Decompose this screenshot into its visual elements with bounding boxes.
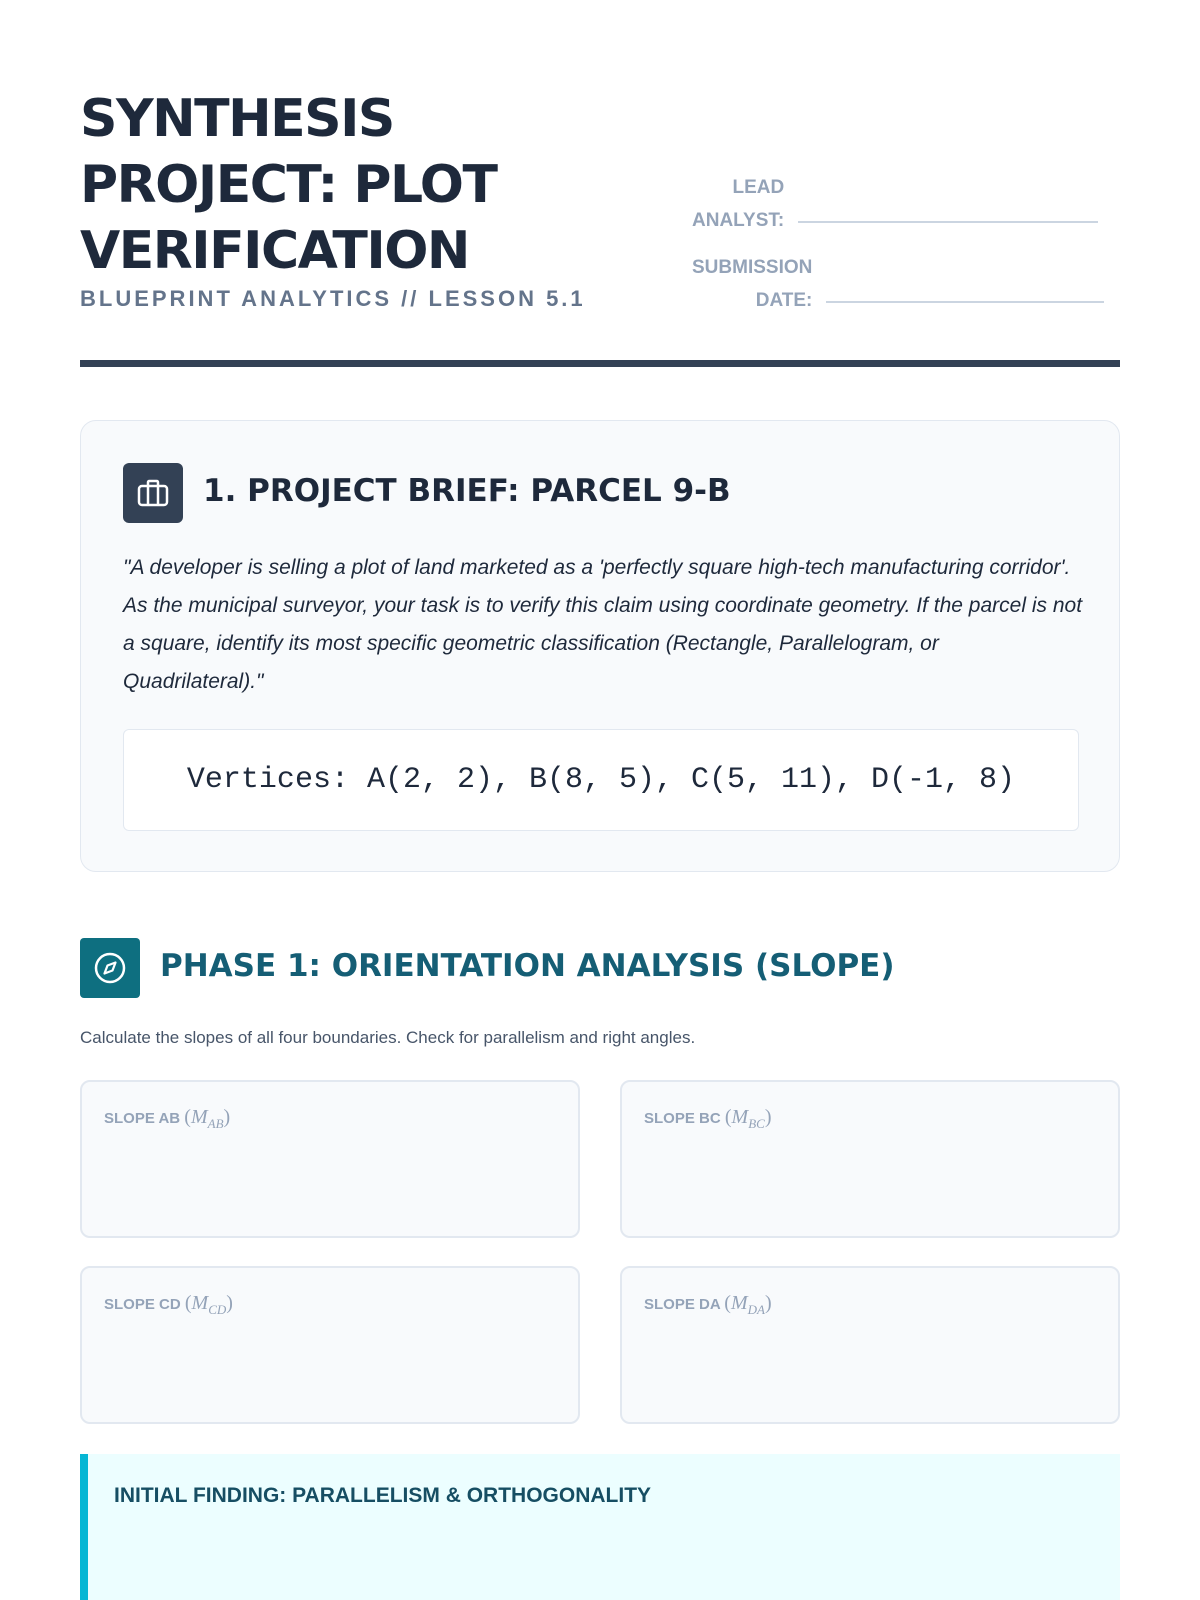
submission-date-label: SUBMISSION DATE: — [692, 257, 813, 311]
page-title — [80, 86, 680, 284]
slope-cd-box[interactable] — [80, 1266, 580, 1424]
slope-ab-box[interactable] — [80, 1080, 580, 1238]
slope-ab-label: SLOPE AB $(M_{AB})$ — [104, 1106, 231, 1131]
header-divider — [80, 360, 1120, 367]
lead-analyst-row — [692, 171, 1098, 237]
slope-bc-box[interactable] — [620, 1080, 1120, 1238]
brief-title: 1. PROJECT BRIEF: PARCEL 9-B — [203, 473, 731, 509]
slope-cd-label: SLOPE CD $(M_{CD})$ — [104, 1292, 233, 1317]
title-line-3: VERIFICATION — [80, 221, 469, 281]
project-brief-card — [80, 420, 1120, 872]
title-line-2: PROJECT: PLOT — [80, 155, 497, 215]
initial-finding-box[interactable] — [80, 1454, 1120, 1600]
compass-icon — [80, 938, 140, 998]
briefcase-icon — [123, 463, 183, 523]
brief-text: "A developer is selling a plot of land marketed as a 'perfectly square high-tech manufacturing corridor'. As the municipal surveyor, your task is to verify this claim using coordinate geometry. If the parcel is not a square, identify its most specific geometric classification (Rectangle, Parallelogram, or Quadrilateral)." — [123, 556, 1083, 693]
page-subtitle: BLUEPRINT ANALYTICS // LESSON 5.1 — [80, 286, 586, 311]
lead-analyst-field[interactable] — [798, 221, 1098, 223]
slope-da-label: SLOPE DA $(M_{DA})$ — [644, 1292, 772, 1317]
lead-analyst-label: LEAD ANALYST: — [692, 177, 785, 231]
submission-date-row — [692, 251, 1104, 317]
title-line-1: SYNTHESIS — [80, 89, 394, 149]
worksheet-header — [80, 86, 1120, 368]
vertices-box: Vertices: A(2, 2), B(8, 5), C(5, 11), D(-1, 8) — [123, 729, 1079, 831]
submission-date-field[interactable] — [826, 301, 1104, 303]
phase-1-title: PHASE 1: ORIENTATION ANALYSIS (SLOPE) — [160, 948, 895, 984]
slope-da-box[interactable] — [620, 1266, 1120, 1424]
initial-finding-title: INITIAL FINDING: PARALLELISM & ORTHOGONALITY — [114, 1484, 652, 1507]
slope-bc-label: SLOPE BC $(M_{BC})$ — [644, 1106, 772, 1131]
phase-1-description: Calculate the slopes of all four boundaries. Check for parallelism and right angles. — [80, 1028, 696, 1047]
